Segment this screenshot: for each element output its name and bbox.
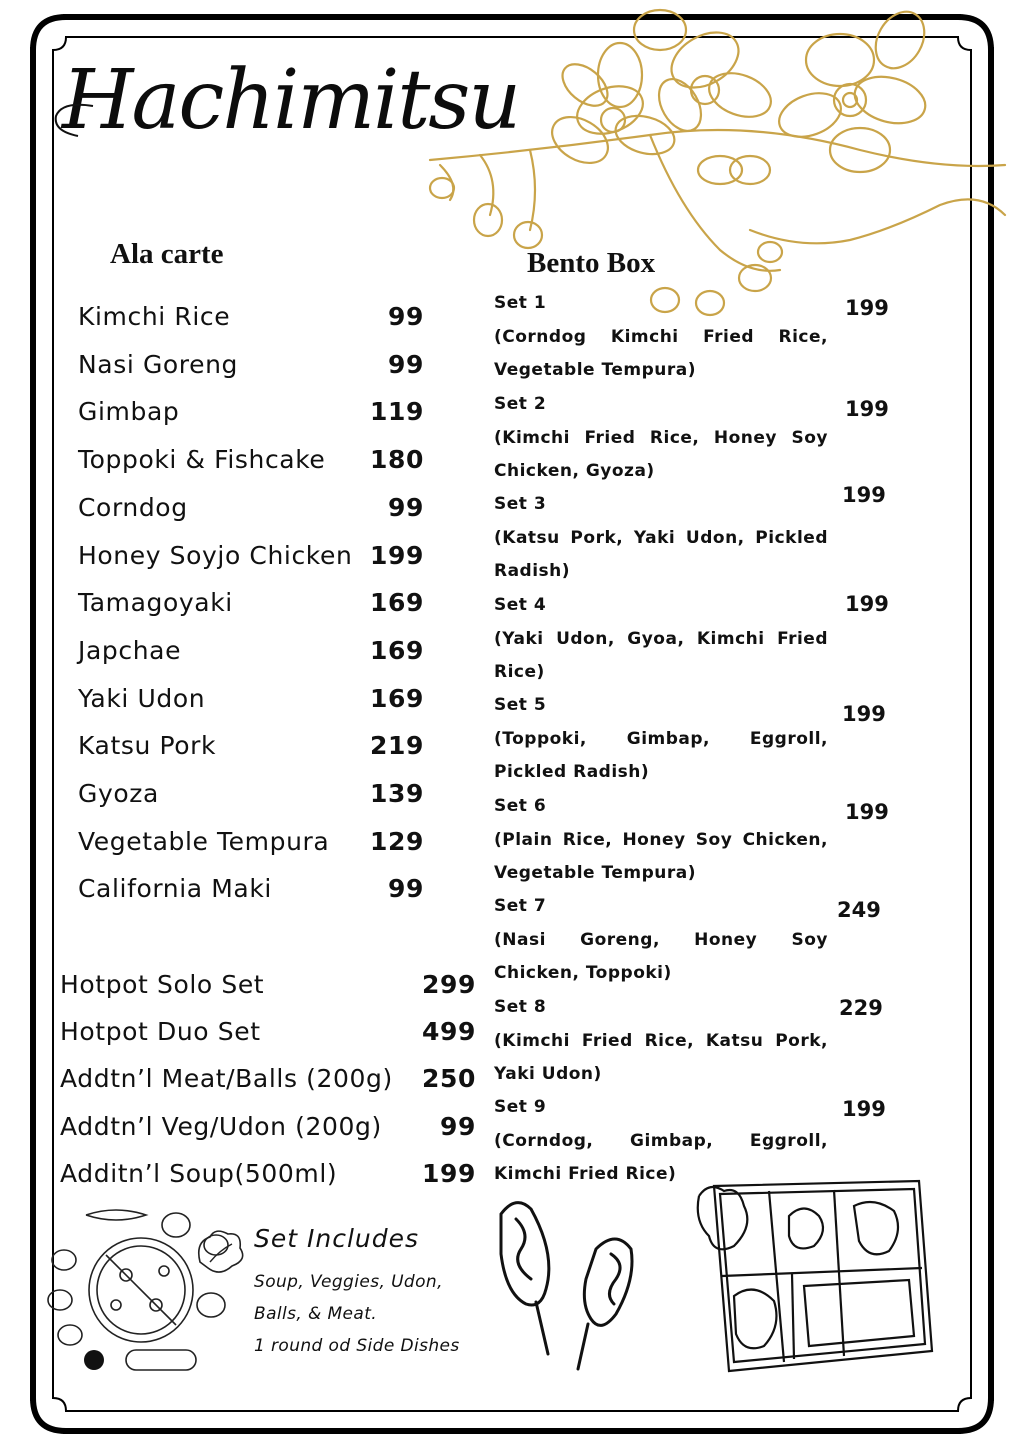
bento-set [494, 488, 828, 589]
bento-set-name: Set 1 [494, 293, 547, 313]
menu-item-price: 99 [388, 874, 424, 904]
hotpot-item-name: Addtn’l Meat/Balls (200g) [60, 1064, 393, 1093]
bento-box-illustration [694, 1176, 954, 1382]
menu-item-row [78, 397, 428, 437]
menu-item-price: 199 [370, 540, 424, 570]
hotpot-item-price: 199 [422, 1159, 476, 1188]
menu-item-name: California Maki [78, 874, 272, 904]
bento-set-price: 199 [845, 397, 889, 421]
hotpot-item-row [60, 970, 476, 1010]
hotpot-item-name: Additn’l Soup(500ml) [60, 1159, 338, 1188]
bento-set [494, 890, 828, 991]
menu-item-row [78, 445, 428, 485]
menu-item-price: 129 [370, 826, 424, 856]
bento-set-name: Set 3 [494, 494, 547, 514]
bento-set-name: Set 6 [494, 796, 547, 816]
corndog-illustration [486, 1194, 666, 1394]
menu-item-row [78, 779, 428, 819]
hotpot-item-row [60, 1017, 476, 1057]
bento-set-name: Set 9 [494, 1097, 547, 1117]
menu-item-price: 180 [370, 445, 424, 475]
bento-set-description: (Yaki Udon, Gyoa, Kimchi Fried Rice) [494, 628, 828, 682]
bento-set-name: Set 8 [494, 997, 547, 1017]
menu-item-price: 169 [370, 683, 424, 713]
bento-set-description: (Kimchi Fried Rice, Katsu Pork, Yaki Udon) [494, 1030, 828, 1084]
bento-set-price: 199 [842, 1097, 886, 1121]
menu-item-price: 169 [370, 635, 424, 665]
lettuce-icon [190, 1222, 250, 1282]
bento-set [494, 991, 828, 1092]
menu-item-price: 139 [370, 779, 424, 808]
bento-set-price: 199 [845, 592, 889, 616]
menu-item-name: Yaki Udon [78, 683, 206, 713]
ala-carte-heading: Ala carte [110, 238, 224, 270]
bento-set-price: 199 [842, 483, 886, 507]
menu-item-price: 169 [370, 588, 424, 618]
menu-item-row [78, 874, 428, 914]
bento-set-description: (Plain Rice, Honey Soy Chicken, Vegetable Tempura) [494, 829, 828, 883]
menu-item-name: Toppoki & Fishcake [78, 445, 326, 475]
menu-item-row [78, 636, 428, 676]
bento-set-price: 199 [845, 296, 889, 320]
menu-item-name: Corndog [78, 492, 188, 522]
menu-item-row [78, 731, 428, 771]
bento-set [494, 689, 828, 790]
bento-set-description: (Nasi Goreng, Honey Soy Chicken, Toppoki) [494, 929, 828, 983]
hotpot-item-row [60, 1112, 476, 1152]
menu-item-row [78, 827, 428, 867]
hotpot-item-price: 299 [422, 970, 476, 999]
menu-item-row [78, 684, 428, 724]
bento-set-name: Set 7 [494, 896, 547, 916]
hotpot-item-row [60, 1064, 476, 1104]
hotpot-item-price: 499 [422, 1017, 476, 1046]
hotpot-item-price: 99 [440, 1112, 476, 1141]
hotpot-item-row [60, 1159, 476, 1199]
hotpot-item-name: Addtn’l Veg/Udon (200g) [60, 1112, 382, 1141]
bento-set-description: (Corndog Kimchi Fried Rice, Vegetable Tempura) [494, 326, 828, 380]
menu-item-name: Japchae [78, 635, 182, 665]
bento-set-name: Set 4 [494, 595, 547, 615]
menu-item-price: 219 [370, 731, 424, 761]
bento-set [494, 388, 828, 489]
hotpot-item-name: Hotpot Duo Set [60, 1017, 261, 1046]
menu-item-name: Gimbap [78, 397, 180, 427]
hotpot-item-name: Hotpot Solo Set [60, 970, 265, 999]
menu-item-price: 119 [370, 397, 424, 427]
set-includes-line: Balls, & Meat. [254, 1304, 378, 1324]
menu-item-name: Katsu Pork [78, 731, 217, 761]
bento-set-price: 229 [839, 996, 883, 1020]
bento-set [494, 790, 828, 891]
bento-set-description: (Corndog, Gimbap, Eggroll, Kimchi Fried Rice) [494, 1130, 828, 1184]
menu-item-name: Nasi Goreng [78, 349, 239, 379]
menu-item-name: Gyoza [78, 779, 159, 808]
menu-item-row [78, 588, 428, 628]
menu-item-row [78, 302, 428, 342]
menu-item-name: Honey Soyjo Chicken [78, 540, 353, 570]
set-includes-line: 1 round od Side Dishes [254, 1336, 460, 1356]
menu-item-name: Vegetable Tempura [78, 826, 330, 856]
bento-set-price: 249 [837, 898, 881, 922]
bento-set-price: 199 [845, 800, 889, 824]
menu-item-price: 99 [388, 302, 424, 331]
menu-item-row [78, 350, 428, 390]
menu-item-price: 99 [388, 492, 424, 522]
bento-set-description: (Katsu Pork, Yaki Udon, Pickled Radish) [494, 527, 828, 581]
title-flourish-icon [48, 96, 168, 156]
hotpot-item-price: 250 [422, 1064, 476, 1093]
bento-box-heading: Bento Box [527, 247, 656, 279]
menu-item-price: 99 [388, 349, 424, 379]
bento-set-name: Set 5 [494, 695, 547, 715]
menu-item-name: Tamagoyaki [78, 588, 233, 618]
bento-set-name: Set 2 [494, 394, 547, 414]
menu-item-row [78, 541, 428, 581]
bento-set-description: (Kimchi Fried Rice, Honey Soy Chicken, Gyoza) [494, 427, 828, 481]
restaurant-title: Hachimitsu [62, 53, 520, 148]
set-includes-title: Set Includes [254, 1224, 420, 1253]
set-includes-line: Soup, Veggies, Udon, [254, 1272, 443, 1292]
menu-item-row [78, 493, 428, 533]
bento-set-description: (Toppoki, Gimbap, Eggroll, Pickled Radish) [494, 728, 828, 782]
bento-set [494, 589, 828, 690]
bento-set [494, 287, 828, 388]
menu-item-name: Kimchi Rice [78, 302, 231, 331]
bento-set-price: 199 [842, 702, 886, 726]
